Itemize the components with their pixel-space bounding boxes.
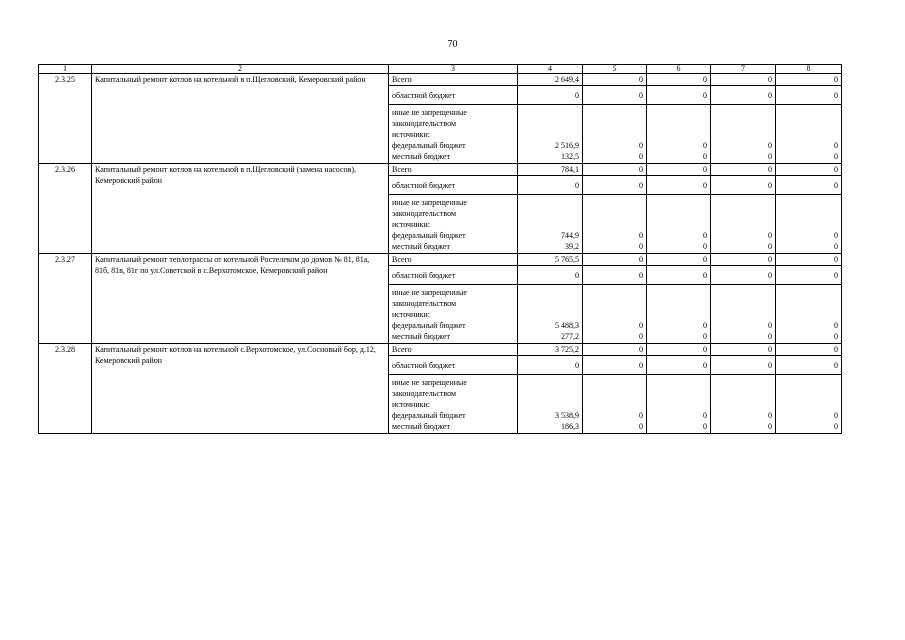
regional-value: 0: [583, 176, 647, 195]
source-total-label: Всего: [389, 164, 518, 176]
source-other-label: иные не запрещенные законодательством источники:: [392, 198, 467, 229]
source-total-label: Всего: [389, 74, 518, 86]
local-value: 0: [834, 242, 838, 251]
local-value: 186,3: [561, 422, 579, 431]
total-value: 0: [776, 164, 842, 176]
local-value: 0: [768, 422, 772, 431]
federal-value: 0: [703, 321, 707, 330]
source-federal-label: федеральный бюджет: [392, 141, 466, 150]
source-federal-label: федеральный бюджет: [392, 231, 466, 240]
column-number: 4: [518, 65, 583, 74]
federal-value: 0: [639, 411, 643, 420]
source-other-cell: [389, 285, 518, 344]
column-number: 3: [389, 65, 518, 74]
source-local-label: местный бюджет: [392, 152, 450, 161]
federal-value: 0: [639, 141, 643, 150]
total-value: 0: [583, 344, 647, 356]
regional-value: 0: [647, 86, 711, 105]
regional-value: 0: [583, 266, 647, 285]
regional-value: 0: [583, 86, 647, 105]
federal-value: 0: [768, 411, 772, 420]
local-value: 132,5: [561, 152, 579, 161]
local-value: 277,2: [561, 332, 579, 341]
total-value: 0: [583, 254, 647, 266]
federal-local-cell: [711, 195, 776, 254]
federal-local-cell: [776, 375, 842, 434]
local-value: 0: [703, 242, 707, 251]
item-row: [39, 164, 842, 176]
source-other-cell: [389, 105, 518, 164]
federal-value: 0: [768, 321, 772, 330]
local-value: 0: [639, 152, 643, 161]
source-other-cell: [389, 195, 518, 254]
regional-value: 0: [776, 176, 842, 195]
total-value: 0: [647, 74, 711, 86]
source-federal-label: федеральный бюджет: [392, 411, 466, 420]
federal-value: 0: [639, 321, 643, 330]
total-value: 0: [776, 74, 842, 86]
item-row: [39, 344, 842, 356]
item-row: [39, 254, 842, 266]
total-value: 0: [776, 254, 842, 266]
federal-local-cell: [518, 375, 583, 434]
federal-local-cell: [583, 285, 647, 344]
source-regional-label: областной бюджет: [389, 176, 518, 195]
total-value: 0: [583, 164, 647, 176]
regional-value: 0: [518, 86, 583, 105]
item-name: Капитальный ремонт котлов на котельной с.Верхотомское, ул.Сосновый бор, д.12, Кемеровский район: [92, 344, 389, 434]
regional-value: 0: [647, 266, 711, 285]
federal-value: 5 488,3: [555, 321, 579, 330]
federal-local-cell: [583, 195, 647, 254]
total-value: 0: [711, 164, 776, 176]
local-value: 0: [703, 422, 707, 431]
regional-value: 0: [711, 86, 776, 105]
federal-local-cell: [776, 285, 842, 344]
federal-value: 2 516,9: [555, 141, 579, 150]
source-local-label: местный бюджет: [392, 242, 450, 251]
total-value: 5 765,5: [518, 254, 583, 266]
regional-value: 0: [647, 356, 711, 375]
total-value: 0: [711, 344, 776, 356]
federal-value: 0: [834, 411, 838, 420]
source-other-label: иные не запрещенные законодательством источники:: [392, 378, 467, 409]
federal-value: 0: [703, 231, 707, 240]
local-value: 0: [768, 152, 772, 161]
local-value: 0: [768, 332, 772, 341]
regional-value: 0: [583, 356, 647, 375]
federal-value: 0: [703, 411, 707, 420]
regional-value: 0: [518, 266, 583, 285]
source-regional-label: областной бюджет: [389, 86, 518, 105]
total-value: 3 725,2: [518, 344, 583, 356]
budget-table-body: [39, 65, 842, 434]
federal-local-cell: [647, 105, 711, 164]
item-row: [39, 74, 842, 86]
item-name: Капитальный ремонт котлов на котельной в п.Щегловский, Кемеровский район: [92, 74, 389, 164]
federal-value: 0: [834, 321, 838, 330]
local-value: 0: [834, 422, 838, 431]
federal-local-cell: [518, 105, 583, 164]
item-name: Капитальный ремонт теплотрассы от котельной Ростелеком до домов № 81, 81а, 81б, 81в, 81г по ул.Советской в с.Верхотомское, Кемеровский район: [92, 254, 389, 344]
regional-value: 0: [518, 356, 583, 375]
column-number: 5: [583, 65, 647, 74]
federal-local-cell: [647, 375, 711, 434]
source-other-label: иные не запрещенные законодательством источники:: [392, 288, 467, 319]
total-value: 0: [647, 164, 711, 176]
local-value: 39,2: [565, 242, 579, 251]
total-value: 0: [583, 74, 647, 86]
column-number: 1: [39, 65, 92, 74]
item-name: Капитальный ремонт котлов на котельной в п.Щегловский (замена насосов), Кемеровский район: [92, 164, 389, 254]
federal-value: 0: [834, 141, 838, 150]
federal-value: 744,9: [561, 231, 579, 240]
total-value: 0: [711, 254, 776, 266]
total-value: 0: [711, 74, 776, 86]
regional-value: 0: [776, 86, 842, 105]
regional-value: 0: [647, 176, 711, 195]
total-value: 0: [776, 344, 842, 356]
federal-value: 0: [639, 231, 643, 240]
federal-local-cell: [518, 285, 583, 344]
local-value: 0: [639, 332, 643, 341]
federal-local-cell: [647, 285, 711, 344]
local-value: 0: [834, 152, 838, 161]
federal-local-cell: [776, 105, 842, 164]
total-value: 2 649,4: [518, 74, 583, 86]
federal-value: 0: [768, 231, 772, 240]
item-code: 2.3.28: [39, 344, 92, 434]
regional-value: 0: [711, 266, 776, 285]
page-number: 70: [447, 39, 458, 50]
local-value: 0: [703, 332, 707, 341]
source-regional-label: областной бюджет: [389, 356, 518, 375]
regional-value: 0: [711, 356, 776, 375]
federal-local-cell: [647, 195, 711, 254]
column-number: 6: [647, 65, 711, 74]
column-number: 8: [776, 65, 842, 74]
federal-local-cell: [711, 375, 776, 434]
federal-local-cell: [518, 195, 583, 254]
federal-value: 0: [834, 231, 838, 240]
regional-value: 0: [776, 266, 842, 285]
source-total-label: Всего: [389, 344, 518, 356]
federal-value: 0: [768, 141, 772, 150]
regional-value: 0: [776, 356, 842, 375]
total-value: 784,1: [518, 164, 583, 176]
federal-local-cell: [711, 105, 776, 164]
item-code: 2.3.26: [39, 164, 92, 254]
item-code: 2.3.25: [39, 74, 92, 164]
local-value: 0: [639, 242, 643, 251]
source-regional-label: областной бюджет: [389, 266, 518, 285]
total-value: 0: [647, 344, 711, 356]
column-number-row: [39, 65, 842, 74]
local-value: 0: [768, 242, 772, 251]
local-value: 0: [639, 422, 643, 431]
federal-local-cell: [776, 195, 842, 254]
item-code: 2.3.27: [39, 254, 92, 344]
local-value: 0: [703, 152, 707, 161]
total-value: 0: [647, 254, 711, 266]
source-other-cell: [389, 375, 518, 434]
federal-local-cell: [583, 105, 647, 164]
source-total-label: Всего: [389, 254, 518, 266]
column-number: 2: [92, 65, 389, 74]
regional-value: 0: [518, 176, 583, 195]
column-number: 7: [711, 65, 776, 74]
source-local-label: местный бюджет: [392, 422, 450, 431]
federal-local-cell: [583, 375, 647, 434]
federal-value: 0: [703, 141, 707, 150]
source-federal-label: федеральный бюджет: [392, 321, 466, 330]
source-other-label: иные не запрещенные законодательством источники:: [392, 108, 467, 139]
local-value: 0: [834, 332, 838, 341]
budget-table: [38, 64, 842, 434]
source-local-label: местный бюджет: [392, 332, 450, 341]
federal-local-cell: [711, 285, 776, 344]
federal-value: 3 538,9: [555, 411, 579, 420]
regional-value: 0: [711, 176, 776, 195]
